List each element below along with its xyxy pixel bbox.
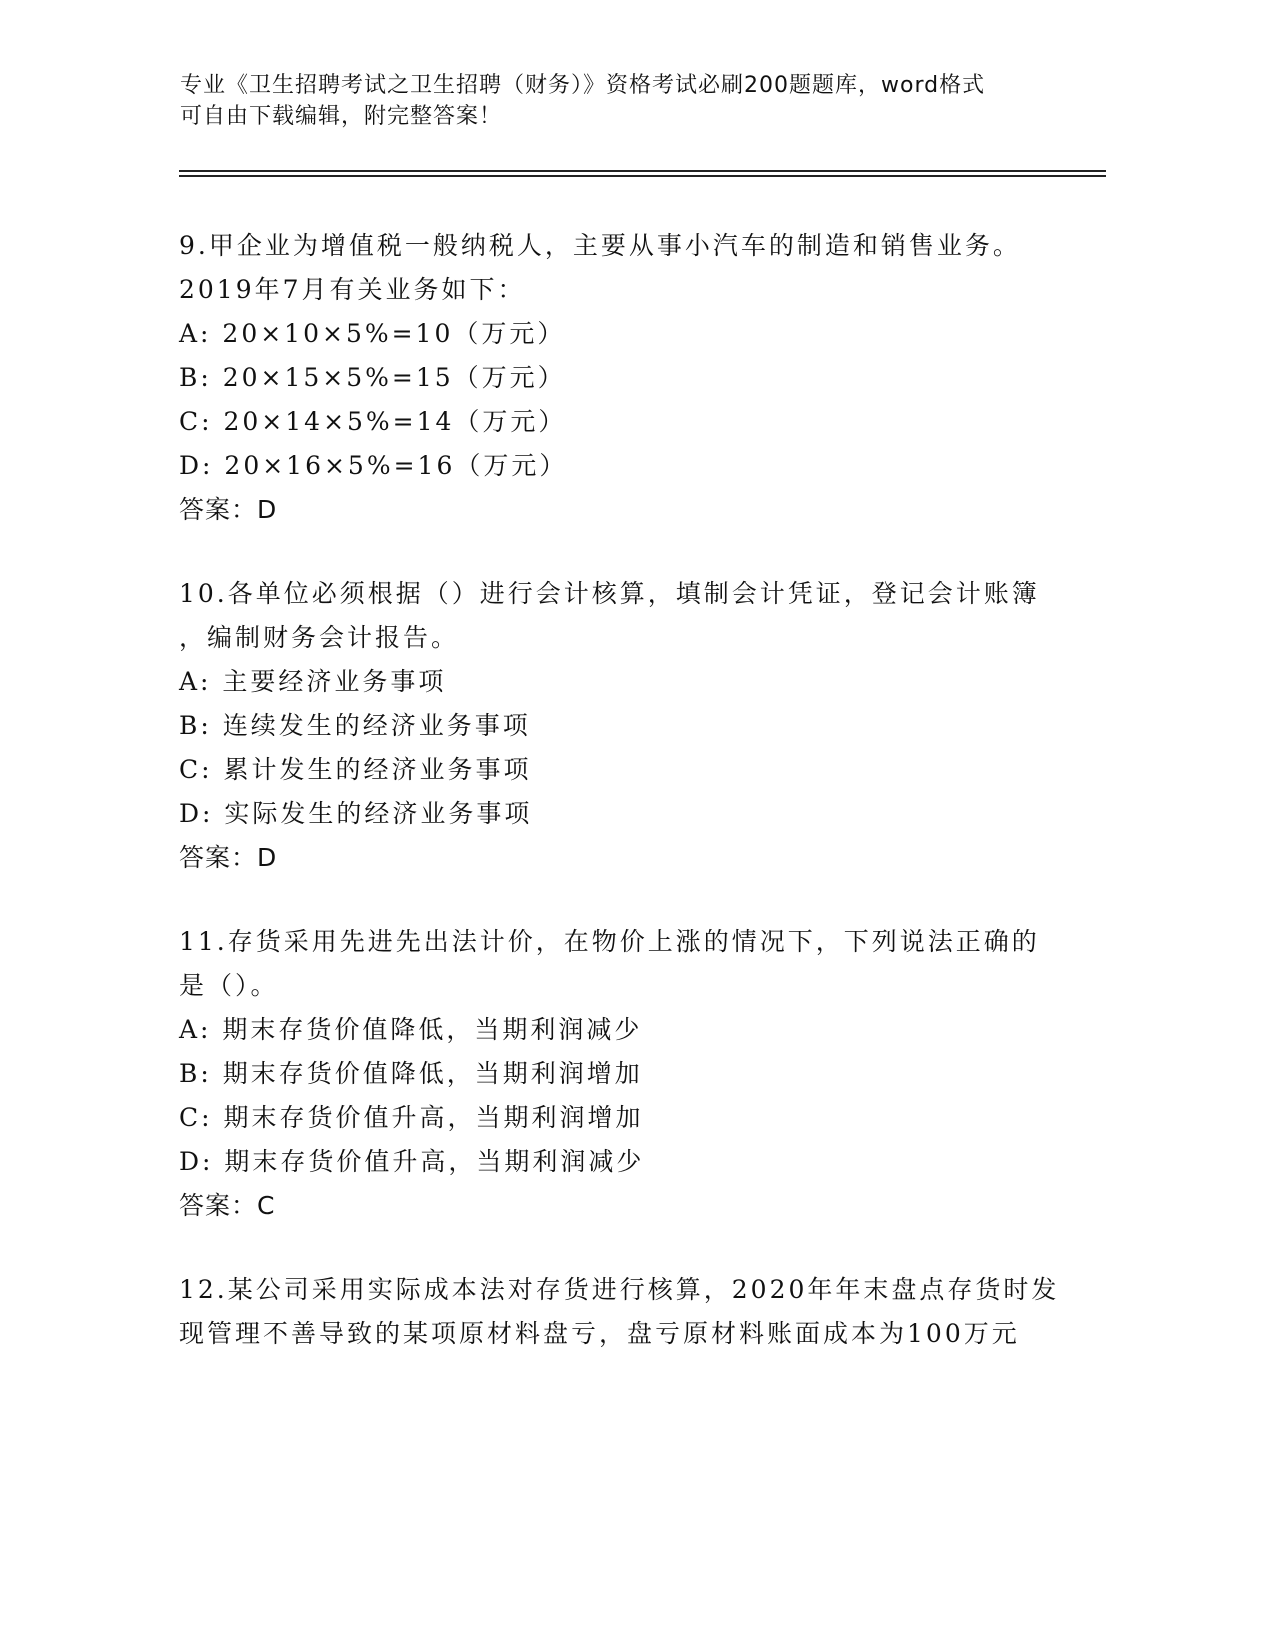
answer-label: 答案：D [179,843,278,872]
option-a: A: 20×10×5%=10（万元） [179,319,566,348]
question-10 [179,572,1059,880]
question-9 [179,224,1059,532]
question-stem-line: 10.各单位必须根据（）进行会计核算，填制会计凭证，登记会计账簿 [179,579,1040,608]
option-d: D: 20×16×5%=16（万元） [179,451,568,480]
question-stem-line: 是（）。 [179,971,279,1000]
answer-label: 答案：C [179,1191,276,1220]
question-12 [179,1268,1059,1356]
option-d: D: 期末存货价值升高，当期利润减少 [179,1147,645,1176]
question-stem-line: 现管理不善导致的某项原材料盘亏，盘亏原材料账面成本为100万元 [179,1319,1020,1348]
option-c: C: 累计发生的经济业务事项 [179,755,532,784]
question-stem-line: 9.甲企业为增值税一般纳税人，主要从事小汽车的制造和销售业务。 [179,231,1021,260]
answer-label: 答案：D [179,495,278,524]
header-divider-top [179,170,1106,172]
question-11 [179,920,1059,1228]
option-c: C: 20×14×5%=14（万元） [179,407,567,436]
header-line-1: 专业《卫生招聘考试之卫生招聘（财务）》资格考试必刷200题题库，word格式 [180,73,986,98]
option-c: C: 期末存货价值升高，当期利润增加 [179,1103,644,1132]
option-a: A: 期末存货价值降低，当期利润减少 [179,1015,643,1044]
question-stem-line: 11.存货采用先进先出法计价，在物价上涨的情况下，下列说法正确的 [179,927,1040,956]
option-a: A: 主要经济业务事项 [179,667,447,696]
header-divider-bottom [179,175,1106,177]
option-b: B: 20×15×5%=15（万元） [179,363,566,392]
document-header [180,70,1060,132]
question-stem-line: 12.某公司采用实际成本法对存货进行核算，2020年年末盘点存货时发 [179,1275,1060,1304]
option-b: B: 期末存货价值降低，当期利润增加 [179,1059,643,1088]
question-stem-line: ，编制财务会计报告。 [179,623,460,652]
option-b: B: 连续发生的经济业务事项 [179,711,531,740]
option-d: D: 实际发生的经济业务事项 [179,799,533,828]
header-line-2: 可自由下载编辑，附完整答案！ [180,104,503,129]
question-stem-line: 2019年7月有关业务如下： [179,275,526,304]
